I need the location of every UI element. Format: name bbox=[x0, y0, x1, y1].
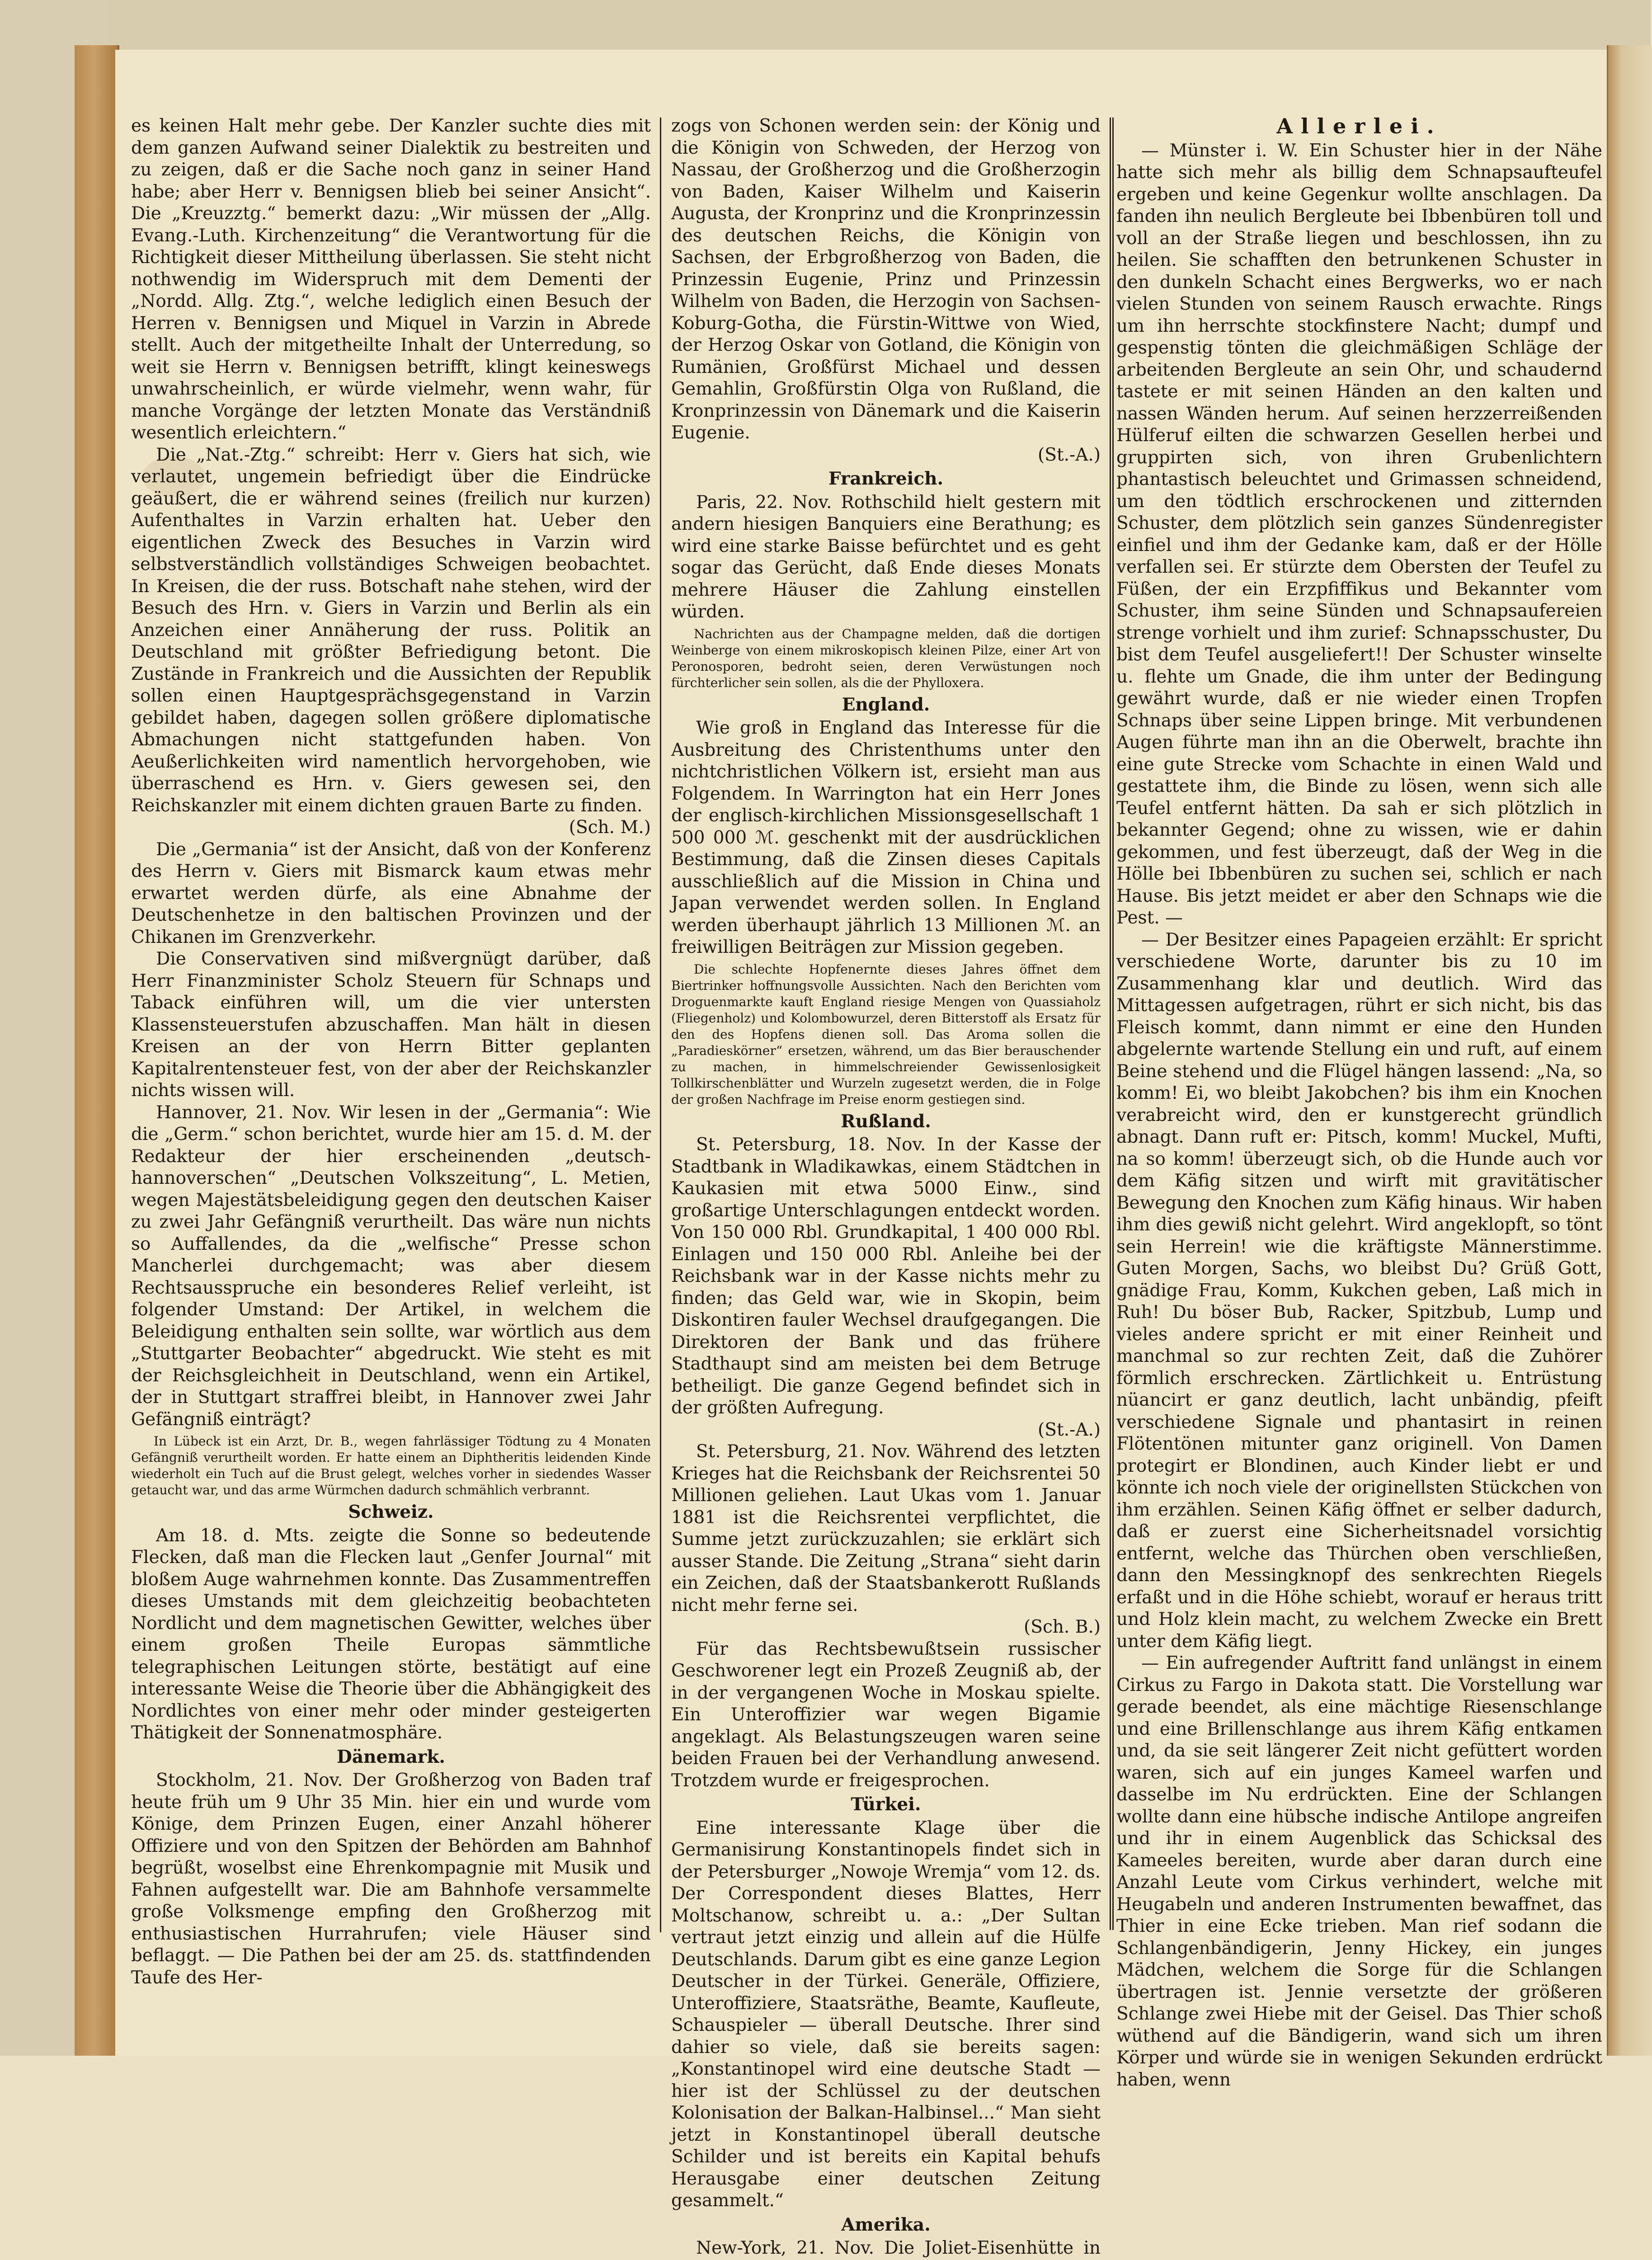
article-text: Die Conservativen sind mißvergnügt darüber, daß Herr Finanzminister Scholz Steuern für Schnaps und Taback einführen will, um die vier untersten Klassensteuerstufen abzuschaffen. Man hält in diesen Kreisen an der von Herrn Bitter geplanten Kapitalrentensteuer fest, von der aber der Reichskanzler nichts wissen will. bbox=[131, 949, 651, 1101]
article-text: Für das Rechtsbewußtsein russischer Geschworener legt ein Prozeß Zeugniß ab, der in der vergangenen Woche in Moskau spielte. Ein Unteroffizier war wegen Bigamie angeklagt. Als Belastungszeugen waren seine beiden Frauen bei der Verhandlung anwesend. Trotzdem wurde er freigesprochen. bbox=[671, 1638, 1101, 1791]
article-text: Die „Germania“ ist der Ansicht, daß von der Konferenz des Herrn v. Giers mit Bismarck kaum etwas mehr erwartet werden dürfe, als eine Abnahme der Deutschenhetze in den baltischen Provinzen und der Chikanen im Grenzverkehr. bbox=[131, 839, 651, 947]
article-source: (St.-A.) bbox=[1038, 444, 1101, 465]
article-source: (Sch. B.) bbox=[1024, 1617, 1101, 1637]
section-heading-frankreich: Frankreich. bbox=[828, 468, 944, 489]
article-text: — Der Besitzer eines Papageien erzählt: Er spricht verschiedene Worte, darunter bis zu 10 im Zusammenhang klar und deutlich. Wird das Mittagessen aufgetragen, rührt er sich nicht, bis das Fleisch kommt, dann nimmt er eine den Hunden abgelernte wartende Stellung ein und ruft, auf einem Beine stehend und die Flügel hängen lassend: „Na, so komm! Ei, wo bleibt Jakobchen? bis ihm ein Knochen verabreicht wird, den er kunstgerecht gründlich abnagt. Dann ruft er: Pitsch, komm! Muckel, Mufti, na so komm! überzeugt sich, ob die Hunde auch vor dem Käfig sitzen und wirft mit gravitätischer Bewegung den Knochen zum Käfig hinaus. Wir haben ihm dies gewiß nicht gelehrt. Wird angeklopft, so tönt sein Herrein! wie die kräftigste Männerstimme. Guten Morgen, Sachs, wo bleibst Du? Grüß Gott, gnädige Frau, Komm, Kukchen geben, Laß mich in Ruh! Du böser Bub, Racker, Spitzbub, Lump und vieles andere spricht er mit einer Reinheit und manchmal so zur rechten Zeit, daß die Zuhörer förmlich erschrecken. Zärtlichkeit u. Entrüstung nüancirt er ganz deutlich, lacht unbändig, pfeift verschiedene Signale und phantasirt in reinen Flötentönen mitunter ganz originell. Von Damen protegirt er Blondinen, auch Kinder liebt er und könnte ich noch viele der originellsten Stückchen von ihm erzählen. Seinen Käfig öffnet er selber dadurch, daß er zuerst eine Sicherheitsnadel vorsichtig entfernt, welche das Thürchen oben verschließen, dann den Messingknopf des senkrechten Riegels erfaßt und in die Höhe schiebt, worauf er heraus tritt und Holz klein macht, zu welchem Zwecke ein Brett unter dem Käfig liegt. bbox=[1116, 929, 1602, 1652]
article-text: St. Petersburg, 21. Nov. Während des letzten Krieges hat die Reichsbank der Reichsrentei 50 Millionen geliehen. Laut Ukas vom 1. Januar 1881 ist die Reichsrentei verpflichtet, die Summe jetzt zurückzuzahlen; sie erklärt sich ausser Stande. Die Zeitung „Strana“ sieht darin ein Zeichen, daß der Staatsbankerott Rußlands nicht mehr ferne sei. bbox=[671, 1441, 1101, 1615]
article-text: Paris, 22. Nov. Rothschild hielt gestern mit andern hiesigen Banquiers eine Berathung; es wird eine starke Baisse befürchtet und es geht sogar das Gerücht, daß Ende dieses Monats mehrere Häuser die Zahlung einstellen würden. bbox=[671, 492, 1101, 622]
small-print-note: Die schlechte Hopfenernte dieses Jahres öffnet dem Biertrinker hoffnungsvolle Aussichten. Nach den Berichten vom Droguenmarkte kauft England riesige Mengen von Quassiaholz (Fliegenholz) und Kolombowurzel, deren Bitterstoff als Ersatz für den des Hopfens dienen soll. Das Aroma sollen die „Paradieskörner“ ersetzen, während, um das Bier berauschender zu machen, in himmelschreiender Gewissenlosigkeit Tollkirschenblätter und Wurzeln zugesetzt werden, die in Folge der großen Nachfrage im Preise enorm gestiegen sind. bbox=[671, 961, 1101, 1107]
section-title-allerlei: Allerlei. bbox=[1276, 114, 1442, 138]
article-text: New-York, 21. Nov. Die Joliet-Eisenhütte in bbox=[696, 2238, 1101, 2258]
section-heading-russland: Rußland. bbox=[841, 1111, 931, 1132]
article-text: — Münster i. W. Ein Schuster hier in der Nähe hatte sich mehr als billig dem Schnapsaufteufel ergeben und keine Gegenkur wollte anschlagen. Da fanden ihn neulich Bergleute bei Ibbenbüren toll und voll an der Straße liegen und beschlossen, ihn zu heilen. Sie schafften den betrunkenen Schuster in den dunkeln Schacht eines Bergwerks, wo er nach vielen Stunden von seinem Rausch erwachte. Rings um ihn herrschte stockfinstere Nacht; dumpf und gespenstig tönten die gleichmäßigen Schläge der arbeitenden Bergleute an sein Ohr, und schaudernd tastete er mit seinen Händen an den kalten und nassen Wänden herum. Auf seinen herzzerreißenden Hülferuf eilten die schwarzen Gesellen herbei und gruppirten sich, von ihren Grubenlichtern phantastisch beleuchtet und Grimassen schneidend, um den tödtlich erschrockenen und zitternden Schuster, dem plötzlich sein ganzes Sündenregister einfiel und ihm der Gedanke kam, daß er der Hölle verfallen sei. Er stürzte dem Obersten der Teufel zu Füßen, der ein Erzpfiffikus und Bekannter vom Schuster, ihm seine Sünden und Schnapsaufereien strenge vorhielt und ihm zurief: Schnapsschuster, Du bist dem Teufel ausgeliefert!! Der Schuster winselte u. flehte um Gnade, die ihm unter der Bedingung gewährt wurde, daß er nie wieder einen Tropfen Schnaps über seine Lippen bringe. Mit verbundenen Augen führte man ihn an die Oberwelt, brachte ihn eine gute Strecke vom Schachte in einen Wald und gestattete ihm, die Binde zu lösen, wenn sich alle Teufel entfernt hätten. Da sah er sich plötzlich in bekannter Gegend; ohne zu wissen, wie er dahin gekommen, und fest überzeugt, daß der Weg in die Hölle bei Ibbenbüren zu suchen sei, schlich er nach Hause. Bis jetzt meidet er aber den Schnaps wie die Pest. — bbox=[1116, 140, 1602, 928]
column-right bbox=[1116, 114, 1602, 2090]
section-heading-daenemark: Dänemark. bbox=[337, 1746, 445, 1767]
article-text: Die „Nat.-Ztg.“ schreibt: Herr v. Giers hat sich, wie verlautet, ungemein befriedigt über die Eindrücke geäußert, die er während seines (freilich nur kurzen) Aufenthaltes in Varzin erhalten hat. Ueber den eigentlichen Zweck des Besuches in Varzin wird selbstverständlich vollständiges Schweigen beobachtet. In Kreisen, die der russ. Botschaft nahe stehen, wird der Besuch des Hrn. v. Giers in Varzin und Berlin als ein Anzeichen einer Annäherung der russ. Politik an Deutschland mit größter Befriedigung betont. Die Zustände in Frankreich und die Aussichten der Republik sollen einen Hauptgesprächsgegenstand in Varzin gebildet haben, dagegen sollen größere diplomatische Abmachungen nicht stattgefunden haben. Von Aeußerlichkeiten wird namentlich hervorgehoben, wie überraschend es Hrn. v. Giers gewesen sei, den Reichskanzler mit einem dichten grauen Barte zu finden. bbox=[131, 444, 651, 816]
small-print-note: Nachrichten aus der Champagne melden, daß die dortigen Weinberge von einem mikroskopisch kleinen Pilze, einer Art von Peronosporen, bedroht seien, deren Verwüstungen noch fürchterlicher sein sollen, als die der Phylloxera. bbox=[671, 626, 1101, 690]
book-binding-edge bbox=[75, 45, 119, 2056]
article-source: (Sch. M.) bbox=[569, 817, 651, 838]
column-rule bbox=[1112, 118, 1114, 1930]
section-heading-england: England. bbox=[842, 694, 930, 715]
section-heading-schweiz: Schweiz. bbox=[348, 1502, 434, 1522]
article-text: St. Petersburg, 18. Nov. In der Kasse der Stadtbank in Wladikawkas, einem Städtchen in Kaukasien mit etwa 5000 Einw., sind großartige Unterschlagungen entdeckt worden. Von 150 000 Rbl. Grundkapital, 1 400 000 Rbl. Einlagen und 150 000 Rbl. Anleihe bei der Reichsbank war in der Kasse nichts mehr zu finden; das Geld war, wie in Skopin, beim Diskontiren fauler Wechsel draufgegangen. Die Direktoren der Bank und das frühere Stadthaupt sind am meisten bei dem Betruge betheiligt. Die ganze Gegend befindet sich in der größten Aufregung. bbox=[671, 1135, 1101, 1418]
article-text: — Ein aufregender Auftritt fand unlängst in einem Cirkus zu Fargo in Dakota statt. Die Vorstellung war gerade beendet, als eine mächtige Riesenschlange und eine Brillenschlange aus ihrem Käfig entkamen und, da sie seit längerer Zeit nicht gefüttert worden waren, sich auf ein junges Kameel warfen und dasselbe im Nu erdrückten. Eine der Schlangen wollte dann eine hübsche indische Antilope angreifen und ihr in einem Augenblick das Schicksal des Kameeles bereiten, wurde aber daran durch eine Anzahl Leute vom Cirkus verhindert, welche mit Heugabeln und anderen Instrumenten bewaffnet, das Thier in eine Ecke trieben. Man rief sodann die Schlangenbändigerin, Jenny Hickey, ein junges Mädchen, welchem die Sorge für die Schlangen übertragen ist. Jennie versetzte der größeren Schlange zwei Hiebe mit der Geisel. Das Thier schoß wüthend auf die Bändigerin, wand sich um ihren Körper und würde sie in wenigen Sekunden erdrückt haben, wenn bbox=[1116, 1653, 1602, 2090]
scan-background-top bbox=[0, 0, 1651, 50]
section-heading-tuerkei: Türkei. bbox=[851, 1794, 921, 1815]
column-middle bbox=[671, 115, 1101, 2258]
article-text: Am 18. d. Mts. zeigte die Sonne so bedeutende Flecken, daß man die Flecken laut „Genfer Journal“ mit bloßem Auge wahrnehmen konnte. Das Zusammentreffen dieses Umstands mit dem gleichzeitig beobachteten Nordlicht und dem magnetischen Gewitter, welches über einem großen Theile Europas sämmtliche telegraphischen Leitungen störte, bestätigt auf eine interessante Weise die Theorie über die Abhängigkeit des Nordlichtes von einer mehr oder minder gesteigerten Thätigkeit der Sonnenatmosphäre. bbox=[131, 1525, 651, 1743]
article-text: Stockholm, 21. Nov. Der Großherzog von Baden traf heute früh um 9 Uhr 35 Min. hier ein und wurde vom Könige, dem Prinzen Eugen, einer Anzahl höherer Offiziere und von den Spitzen der Behörden am Bahnhof begrüßt, woselbst eine Ehrenkompagnie mit Musik und Fahnen aufgestellt war. Die am Bahnhofe versammelte große Volksmenge empfing den Großherzog mit enthusiastischen Hurrahrufen; viele Häuser sind beflaggt. — Die Pathen bei der am 25. ds. stattfindenden Taufe des Her- bbox=[131, 1770, 651, 1988]
article-text: Eine interessante Klage über die Germanisirung Konstantinopels findet sich in der Petersburger „Nowoje Wremja“ vom 12. ds. Der Correspondent dieses Blattes, Herr Moltschanow, schreibt u. a.: „Der Sultan vertraut jetzt einzig und allein auf die Hülfe Deutschlands. Darum gibt es eine ganze Legion Deutscher in der Türkei. Generäle, Offiziere, Unteroffiziere, Staatsräthe, Beamte, Kaufleute, Schauspieler — überall Deutsche. Ihrer sind dahier so viele, daß sie bereits sagen: „Konstantinopel wird eine deutsche Stadt — hier ist der Schlüssel zu der deutschen Kolonisation der Balkan-Halbinsel...“ Man sieht jetzt in Konstantinopel überall deutsche Schilder und ist bereits ein Kapital behufs Herausgabe einer deutschen Zeitung gesammelt.“ bbox=[671, 1817, 1101, 2211]
article-text: zogs von Schonen werden sein: der König und die Königin von Schweden, der Herzog von Nassau, der Großherzog und die Großherzogin von Baden, Kaiser Wilhelm und Kaiserin Augusta, der Kronprinz und die Kronprinzessin des deutschen Reichs, die Königin von Sachsen, der Erbgroßherzog von Baden, die Prinzessin Eugenie, Prinz und Prinzessin Wilhelm von Baden, die Herzogin von Sachsen-Koburg-Gotha, die Fürstin-Wittwe von Wied, der Herzog Oskar von Gotland, die Königin von Rumänien, Großfürst Michael und dessen Gemahlin, Großfürstin Olga von Rußland, die Kronprinzessin von Dänemark und die Kaiserin Eugenie. bbox=[671, 116, 1101, 443]
article-text: es keinen Halt mehr gebe. Der Kanzler suchte dies mit dem ganzen Aufwand seiner Dialektik zu bestreiten und zu zeigen, daß er die Sache noch ganz in seiner Hand habe; aber Herr v. Bennigsen blieb bei seiner Ansicht“. Die „Kreuzztg.“ bemerkt dazu: „Wir müssen der „Allg. Evang.-Luth. Kirchenzeitung“ die Verantwortung für die Richtigkeit dieser Mittheilung überlassen. Sie steht nicht nothwendig im Widerspruch mit dem Dementi der „Nordd. Allg. Ztg.“, welche lediglich einen Besuch der Herren v. Bennigsen und Miquel in Varzin in Abrede stellt. Auch der mitgetheilte Inhalt der Unterredung, so weit sie Herrn v. Bennigsen betrifft, klingt keineswegs unwahrscheinlich, er würde vielmehr, wenn wahr, für manche Vorgänge der letzten Monate das Verständniß wesentlich erleichtern.“ bbox=[131, 116, 651, 443]
article-text: Wie groß in England das Interesse für die Ausbreitung des Christenthums unter den nichtchristlichen Völkern ist, ersieht man aus Folgendem. In Warrington hat ein Herr Jones der englisch-kirchlichen Missionsgesellschaft 1 500 000 ℳ. geschenkt mit der ausdrücklichen Bestimmung, daß die Zinsen dieses Capitals ausschließlich auf die Mission in China und Japan verwendet werden sollen. In England werden überhaupt jährlich 13 Millionen ℳ. an freiwilligen Beiträgen zur Mission gegeben. bbox=[671, 718, 1101, 957]
column-rule bbox=[660, 118, 661, 1932]
article-source: (St.-A.) bbox=[1038, 1419, 1101, 1440]
column-left bbox=[131, 115, 651, 1988]
section-heading-amerika: Amerika. bbox=[841, 2214, 931, 2235]
article-text: Hannover, 21. Nov. Wir lesen in der „Germania“: Wie die „Germ.“ schon berichtet, wurde hier am 15. d. M. der Redakteur der hier erscheinenden „deutsch-hannoverschen“ „Deutschen Volkszeitung“, L. Metien, wegen Majestätsbeleidigung gegen den deutschen Kaiser zu zwei Jahr Gefängniß verurtheilt. Das wäre nun nichts so Auffallendes, da die „welfische“ Presse schon Mancherlei durchgemacht; was aber diesem Rechtsausspruche ein besonderes Relief verleiht, ist folgender Umstand: Der Artikel, in welchem die Beleidigung enthalten sein sollte, war wörtlich aus dem „Stuttgarter Beobachter“ abgedruckt. Wie steht es mit der Reichsgleichheit in Deutschland, wenn ein Artikel, der in Stuttgart straffrei bleibt, in Hannover zwei Jahr Gefängniß einträgt? bbox=[131, 1102, 651, 1430]
next-page-edge bbox=[1607, 45, 1652, 2056]
column-rule bbox=[1110, 118, 1111, 1930]
small-print-note: In Lübeck ist ein Arzt, Dr. B., wegen fahrlässiger Tödtung zu 4 Monaten Gefängniß verurtheilt worden. Er hatte einem an Diphtheritis leidenden Kinde wiederholt ein Tuch auf die Brust gelegt, welches vorher in siedendes Wasser getaucht war, und das arme Würmchen dadurch schmählich verbrannt. bbox=[131, 1434, 651, 1497]
